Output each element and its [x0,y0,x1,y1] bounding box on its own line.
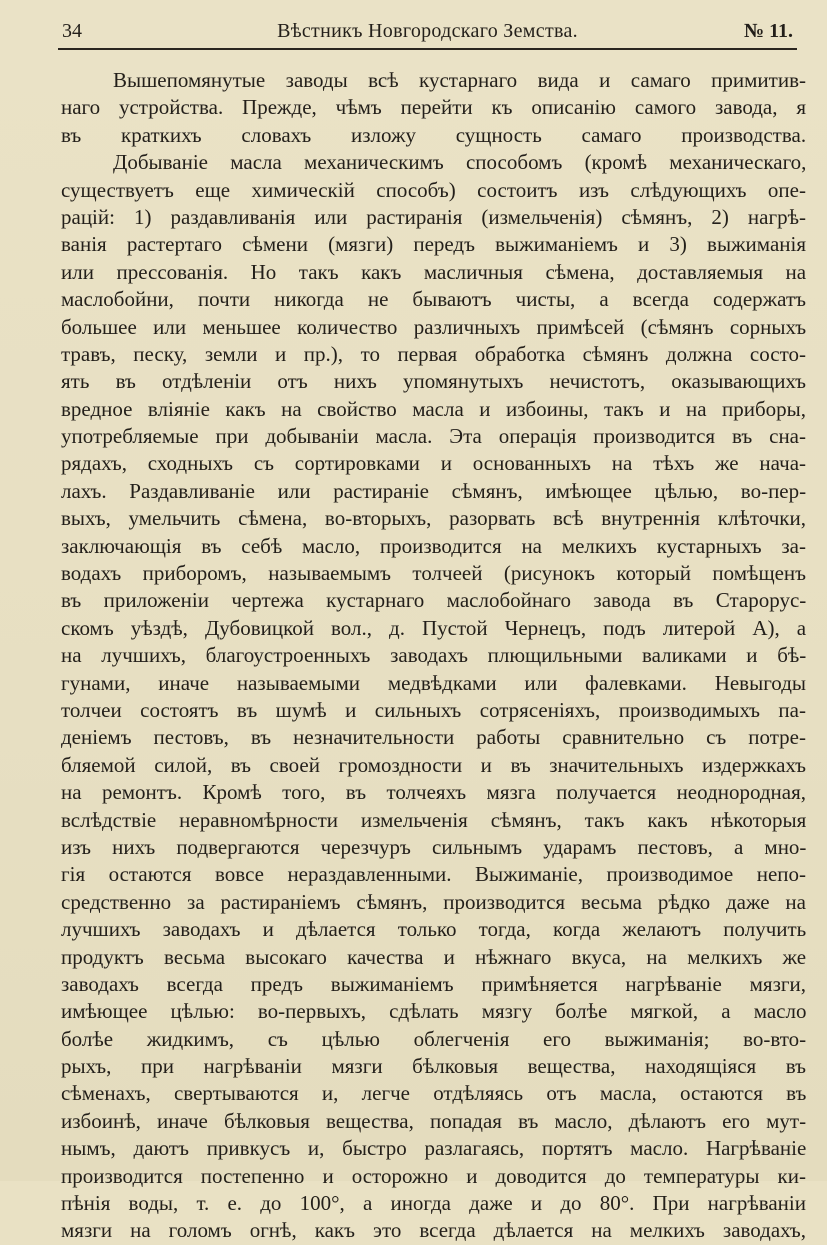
text-line: изъ нихъ подвергаются черезчуръ сильнымъ ударамъ пестовъ, а мно- [61,834,807,859]
page-number: 34 [62,20,82,42]
issue-number: № 11. [744,20,793,42]
text-line: наго устройства. Прежде, чѣмъ перейти къ описанію самого завода, я [61,95,806,120]
text-line: заключающія въ себѣ масло, производится на мелкихъ кустарныхъ за- [61,533,806,558]
body-text [61,67,806,1245]
text-line: рыхъ, при нагрѣваніи мязги бѣлковыя вещества, находящіяся въ [61,1054,806,1079]
text-line: деніемъ пестовъ, въ незначительности работы сравнительно съ потре- [61,725,806,750]
text-line: средственно за растираніемъ сѣмянъ, производится весьма рѣдко даже на [61,889,806,914]
text-line: травъ, песку, земли и пр.), то первая обработка сѣмянъ должна состо- [61,341,806,366]
text-line: мязги на голомъ огнѣ, какъ это всегда дѣлается на мелкихъ заводахъ, [61,1218,806,1243]
text-line: на ремонтъ. Кромѣ того, въ толчеяхъ мязга получается неоднородная, [61,780,806,805]
text-line: лучшихъ заводахъ и дѣлается только тогда, когда желаютъ получить [61,917,807,942]
text-line: Вышепомянутые заводы всѣ кустарнаго вида и самаго примитив- [113,68,806,92]
text-line: гунами, иначе называемыми медвѣдками или фалевками. Невыгоды [61,670,806,695]
header-rule [58,48,797,50]
text-line: выхъ, умельчить сѣмена, во-вторыхъ, разорвать всѣ внутреннія клѣточки, [61,506,806,531]
text-line: вслѣдствіе неравномѣрности измельченія сѣмянъ, такъ какъ нѣкоторыя [61,807,807,832]
text-line: лахъ. Раздавливаніе или растираніе сѣмянъ, имѣющее цѣлью, во-пер- [61,478,807,503]
text-line: большее или меньшее количество различныхъ примѣсей (сѣмянъ сорныхъ [61,314,807,339]
text-line: бляемой силой, въ своей громоздности и въ значительныхъ издержкахъ [61,752,806,777]
text-line: существуетъ еще химическій способъ) состоитъ изъ слѣдующихъ опе- [61,177,806,202]
text-line: болѣе жидкимъ, съ цѣлью облегченія его выжиманія; во-вто- [61,1026,807,1051]
text-line: толчеи состоятъ въ шумѣ и сильныхъ сотрясеніяхъ, производимыхъ па- [61,697,806,722]
journal-title: Вѣстникъ Новгородскаго Земства. [277,20,578,42]
text-line: ванія растертаго сѣмени (мязги) передъ выжиманіемъ и 3) выжиманія [61,232,806,257]
text-line: производится постепенно и осторожно и доводится до температуры ки- [61,1163,806,1188]
text-line: сѣменахъ, свертываются и, легче отдѣляясь отъ масла, остаются въ [61,1081,807,1106]
text-line: продуктъ весьма высокаго качества и нѣжнаго вкуса, на мелкихъ же [61,944,807,969]
text-line: пѣнія воды, т. е. до 100°, а иногда даже и до 80°. При нагрѣваніи [61,1191,806,1216]
running-head [58,18,797,48]
text-line: ять въ отдѣленіи отъ нихъ упомянутыхъ нечистотъ, оказывающихъ [61,369,806,394]
text-line: имѣющее цѣлью: во-первыхъ, сдѣлать мязгу болѣе мягкой, а масло [61,999,807,1024]
text-line: рядахъ, сходныхъ съ сортировками и основанныхъ на тѣхъ же нача- [61,451,807,476]
text-line: или прессованія. Но такъ какъ масличныя сѣмена, доставляемыя на [61,259,807,284]
text-line: гія остаются вовсе нераздавленными. Выжиманіе, производимое непо- [61,862,806,887]
text-line: маслобойни, почти никогда не бываютъ чисты, а всегда содержатъ [61,287,806,312]
text-line: на лучшихъ, благоустроенныхъ заводахъ плющильными валиками и бѣ- [61,643,807,668]
text-line: въ приложеніи чертежа кустарнаго маслобойнаго завода въ Старорус- [61,588,807,613]
text-line: вредное вліяніе какъ на свойство масла и избоины, такъ и на приборы, [61,396,806,421]
text-line: заводахъ всегда предъ выжиманіемъ примѣняется нагрѣваніе мязги, [61,971,806,996]
text-line: въ краткихъ словахъ изложу сущность самаго производства. [61,122,807,147]
text-line: скомъ уѣздѣ, Дубовицкой вол., д. Пустой Чернецъ, подъ литерой А), а [61,615,807,640]
text-line: избоинѣ, иначе бѣлковыя вещества, попадая въ масло, дѣлаютъ его мут- [61,1108,807,1133]
text-line: водахъ приборомъ, называемымъ толчеей (рисунокъ который помѣщенъ [61,561,807,586]
text-line: нымъ, даютъ привкусъ и, быстро разлагаясь, портятъ масло. Нагрѣваніе [61,1136,807,1161]
text-line: рацій: 1) раздавливанія или растиранія (измельченія) сѣмянъ, 2) нагрѣ- [61,204,806,229]
text-line: употребляемые при добываніи масла. Эта операція производится въ сна- [61,424,806,449]
text-line: Добываніе масла механическимъ способомъ (кромѣ механическаго, [113,150,807,175]
